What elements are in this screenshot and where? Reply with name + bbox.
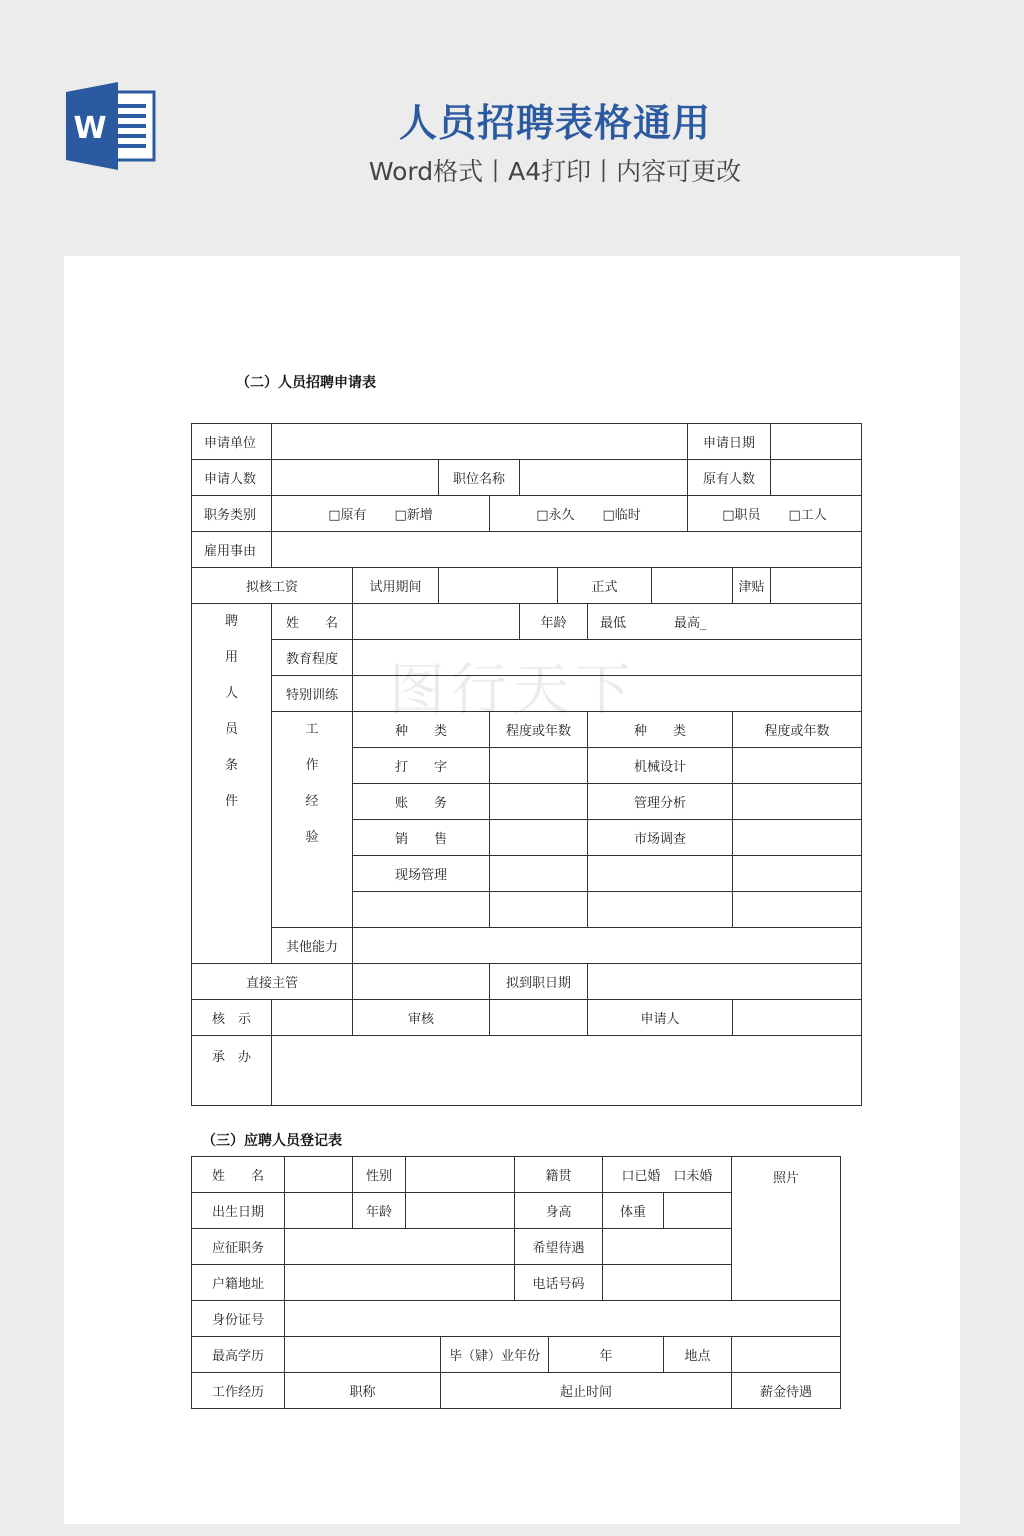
label-proposed-start: 拟到职日期 xyxy=(490,964,588,1000)
page-subtitle: Word格式丨A4打印丨内容可更改 xyxy=(368,157,742,186)
exp-type: 市场调查 xyxy=(588,820,733,856)
field-probation[interactable] xyxy=(439,568,558,604)
exp-level-field[interactable] xyxy=(733,820,862,856)
field-apply-date[interactable] xyxy=(771,424,862,460)
field-proposed-start[interactable] xyxy=(588,964,862,1000)
label-household: 户籍地址 xyxy=(192,1265,285,1301)
label-review: 审核 xyxy=(353,1000,490,1036)
document-page xyxy=(64,256,960,1524)
field-household[interactable] xyxy=(285,1265,515,1301)
label-grad-year: 毕（肄）业年份 xyxy=(441,1337,549,1373)
label-weight: 体重 xyxy=(603,1193,664,1229)
label-work-experience: 工 作 经 验 xyxy=(272,712,353,928)
exp-type: 管理分析 xyxy=(588,784,733,820)
svg-text:W: W xyxy=(73,111,107,146)
exp-type-field[interactable] xyxy=(588,892,733,928)
exp-level-field[interactable] xyxy=(490,856,588,892)
field-name[interactable] xyxy=(353,604,520,640)
label-period: 起止时间 xyxy=(441,1373,732,1409)
exp-type-field[interactable] xyxy=(588,856,733,892)
label-special-training: 特别训练 xyxy=(272,676,353,712)
label-job-category: 职务类别 xyxy=(192,496,272,532)
word-icon xyxy=(66,82,156,170)
label-birth: 出生日期 xyxy=(192,1193,285,1229)
field-approve[interactable] xyxy=(272,1000,353,1036)
field-other-ability[interactable] xyxy=(353,928,862,964)
checkbox-temporary[interactable]: □临时 xyxy=(602,508,641,523)
exp-header-type-1: 种 类 xyxy=(353,712,490,748)
exp-level-field[interactable] xyxy=(733,784,862,820)
exp-type: 账 务 xyxy=(353,784,490,820)
label-name: 姓 名 xyxy=(192,1157,285,1193)
field-apply-count[interactable] xyxy=(272,460,439,496)
label-probation: 试用期间 xyxy=(353,568,439,604)
exp-level-field[interactable] xyxy=(490,748,588,784)
label-apply-date: 申请日期 xyxy=(688,424,771,460)
field-special-training[interactable] xyxy=(353,676,862,712)
exp-level-field[interactable] xyxy=(733,748,862,784)
checkbox-new[interactable]: □新增 xyxy=(394,508,433,523)
label-age: 年龄 xyxy=(520,604,588,640)
label-position-name: 职位名称 xyxy=(439,460,520,496)
label-height: 身高 xyxy=(515,1193,603,1229)
section2-title: （二）人员招聘申请表 xyxy=(236,375,376,391)
label-place: 地点 xyxy=(664,1337,732,1373)
label-approve: 核 示 xyxy=(192,1000,272,1036)
label-phone: 电话号码 xyxy=(515,1265,603,1301)
photo-box[interactable]: 照片 xyxy=(732,1157,841,1301)
label-education: 教育程度 xyxy=(272,640,353,676)
field-review[interactable] xyxy=(490,1000,588,1036)
exp-level-field[interactable] xyxy=(490,892,588,928)
label-id-number: 身份证号 xyxy=(192,1301,285,1337)
label-handle: 承 办 xyxy=(192,1036,272,1106)
label-name: 姓 名 xyxy=(272,604,353,640)
label-work-history: 工作经历 xyxy=(192,1373,285,1409)
field-allowance[interactable] xyxy=(771,568,862,604)
label-job-title: 职称 xyxy=(285,1373,441,1409)
field-apply-unit[interactable] xyxy=(272,424,688,460)
label-apply-count: 申请人数 xyxy=(192,460,272,496)
label-expected-pay: 希望待遇 xyxy=(515,1229,603,1265)
page-title: 人员招聘表格通用 xyxy=(398,101,711,145)
field-place[interactable] xyxy=(732,1337,841,1373)
page-header xyxy=(0,0,1024,250)
field-original-count[interactable] xyxy=(771,460,862,496)
checkbox-group-role[interactable] xyxy=(688,496,862,532)
checkbox-married[interactable]: 口已婚 xyxy=(621,1169,661,1184)
field-id-number[interactable] xyxy=(285,1301,841,1337)
label-position: 应征职务 xyxy=(192,1229,285,1265)
field-age-range[interactable] xyxy=(588,604,862,640)
label-direct-supervisor: 直接主管 xyxy=(192,964,353,1000)
field-name[interactable] xyxy=(285,1157,353,1193)
label-salary: 薪金待遇 xyxy=(732,1373,841,1409)
exp-header-level-2: 程度或年数 xyxy=(733,712,862,748)
exp-header-level-1: 程度或年数 xyxy=(490,712,588,748)
applicant-registration-table xyxy=(191,1156,841,1409)
field-birth[interactable] xyxy=(285,1193,353,1229)
label-proposed-salary: 拟核工资 xyxy=(192,568,353,604)
label-gender: 性别 xyxy=(353,1157,406,1193)
checkbox-worker[interactable]: □工人 xyxy=(788,508,827,523)
exp-type: 打 字 xyxy=(353,748,490,784)
exp-type: 机械设计 xyxy=(588,748,733,784)
label-other-ability: 其他能力 xyxy=(272,928,353,964)
label-year: 年 xyxy=(549,1337,664,1373)
field-gender[interactable] xyxy=(406,1157,515,1193)
field-formal[interactable] xyxy=(652,568,733,604)
field-hiring-reason[interactable] xyxy=(272,532,862,568)
field-handle[interactable] xyxy=(272,1036,862,1106)
label-highest-edu: 最高学历 xyxy=(192,1337,285,1373)
age-min-label: 最低 xyxy=(600,616,627,631)
exp-level-field[interactable] xyxy=(733,892,862,928)
exp-level-field[interactable] xyxy=(490,784,588,820)
field-position[interactable] xyxy=(285,1229,515,1265)
exp-level-field[interactable] xyxy=(733,856,862,892)
field-highest-edu[interactable] xyxy=(285,1337,441,1373)
exp-header-type-2: 种 类 xyxy=(588,712,733,748)
checkbox-staff[interactable]: □职员 xyxy=(722,508,761,523)
label-age: 年龄 xyxy=(353,1193,406,1229)
checkbox-unmarried[interactable]: 口未婚 xyxy=(673,1169,713,1184)
field-phone[interactable] xyxy=(603,1265,732,1301)
marital-status[interactable] xyxy=(603,1157,732,1193)
exp-type-field[interactable] xyxy=(353,892,490,928)
label-hiring-conditions: 聘 用 人 员 条 件 xyxy=(192,604,272,964)
label-original-count: 原有人数 xyxy=(688,460,771,496)
label-formal: 正式 xyxy=(558,568,652,604)
checkbox-group-duration[interactable] xyxy=(490,496,688,532)
checkbox-permanent[interactable]: □永久 xyxy=(536,508,575,523)
field-applicant[interactable] xyxy=(733,1000,862,1036)
label-hiring-reason: 雇用事由 xyxy=(192,532,272,568)
checkbox-original[interactable]: □原有 xyxy=(328,508,367,523)
field-position-name[interactable] xyxy=(520,460,688,496)
section3-title: （三）应聘人员登记表 xyxy=(202,1133,342,1149)
label-apply-unit: 申请单位 xyxy=(192,424,272,460)
watermark: 图行天下 xyxy=(389,658,637,723)
field-weight[interactable] xyxy=(664,1193,732,1229)
field-education[interactable] xyxy=(353,640,862,676)
exp-type: 现场管理 xyxy=(353,856,490,892)
recruitment-application-table xyxy=(191,423,862,1106)
exp-type: 销 售 xyxy=(353,820,490,856)
field-age[interactable] xyxy=(406,1193,515,1229)
field-expected-pay[interactable] xyxy=(603,1229,732,1265)
field-direct-supervisor[interactable] xyxy=(353,964,490,1000)
label-applicant: 申请人 xyxy=(588,1000,733,1036)
label-native: 籍贯 xyxy=(515,1157,603,1193)
exp-level-field[interactable] xyxy=(490,820,588,856)
age-max-label: 最高_ xyxy=(674,616,707,631)
label-allowance: 津贴 xyxy=(733,568,771,604)
checkbox-group-type[interactable] xyxy=(272,496,490,532)
